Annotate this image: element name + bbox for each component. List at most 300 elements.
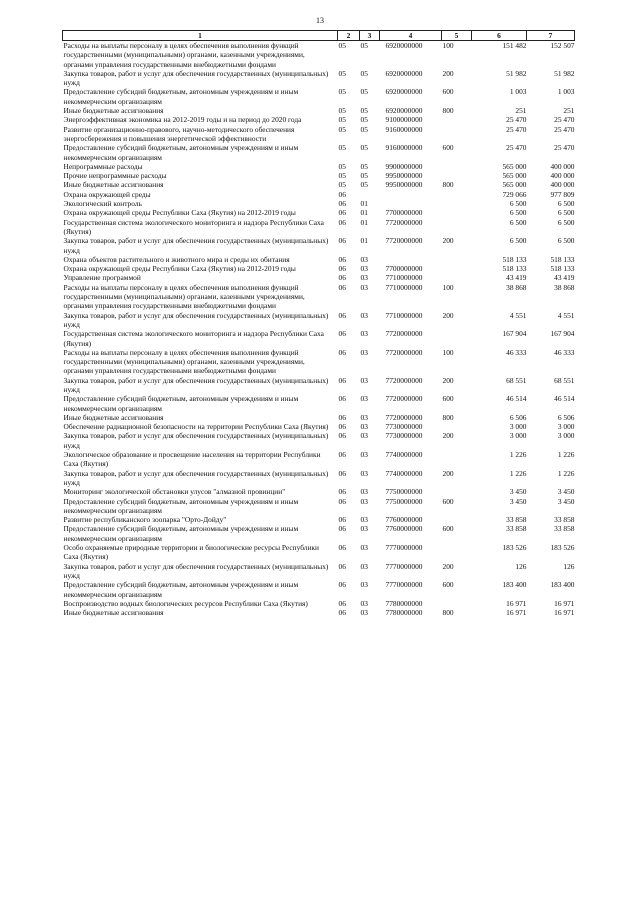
target-article-cell: 6920000000 [385, 106, 423, 116]
expense-name-cell: Иные бюджетные ассигнования [63, 106, 164, 116]
amount-year2-cell: 518 133 [550, 254, 575, 264]
target-article-cell: 7720000000 [385, 394, 423, 404]
expense-name-cell: Иные бюджетные ассигнования [63, 412, 164, 422]
expense-name-cell: Воспроизводство водных биологических ресурсов Республики Саха (Якутия) [63, 598, 308, 608]
section-code-cell: 06 [338, 310, 346, 320]
section-code-cell: 05 [338, 106, 346, 116]
amount-year2-cell: 126 [563, 561, 575, 571]
table-row [63, 162, 575, 171]
target-article-cell [380, 255, 442, 264]
amount-year1-cell: 6 500 [509, 217, 527, 227]
section-code-cell: 06 [338, 394, 346, 404]
table-row [63, 413, 575, 422]
section-code-cell: 06 [338, 496, 346, 506]
subsection-code-cell: 03 [360, 264, 368, 274]
column-header: 5 [442, 31, 472, 41]
amount-year1-cell: 565 000 [502, 180, 527, 190]
section-code-cell: 06 [338, 236, 346, 246]
section-code-cell: 05 [338, 161, 346, 171]
amount-year2-cell: 1 226 [557, 450, 575, 460]
target-article-cell [380, 190, 442, 199]
amount-year2-cell: 6 506 [557, 412, 575, 422]
expense-name-cell: Закупка товаров, работ и услуг для обеспечения государственных (муниципальных) нужд [63, 431, 329, 450]
target-article-cell: 9160000000 [385, 124, 423, 134]
section-code-cell: 05 [338, 180, 346, 190]
table-row [63, 608, 575, 617]
section-code-cell: 06 [338, 264, 346, 274]
expense-name-cell: Закупка товаров, работ и услуг для обеспечения государственных (муниципальных) нужд [63, 68, 329, 88]
expense-name-cell: Государственная система экологического мониторинга и надзора Республики Саха (Якутия) [63, 217, 324, 236]
subsection-code-cell: 03 [360, 496, 368, 506]
subsection-code-cell: 03 [360, 412, 368, 422]
expense-type-cell [442, 329, 472, 348]
amount-year1-cell: 46 514 [506, 394, 527, 404]
expense-type-cell: 200 [442, 310, 454, 320]
expense-type-cell: 200 [442, 468, 454, 478]
table-row [63, 255, 575, 264]
section-code-cell: 06 [338, 450, 346, 460]
amount-year1-cell: 6 506 [509, 412, 527, 422]
expense-type-cell: 800 [442, 180, 454, 190]
amount-year1-cell: 518 133 [502, 254, 527, 264]
column-header: 7 [527, 31, 575, 41]
table-row [63, 125, 575, 144]
target-article-cell: 7720000000 [385, 347, 423, 357]
section-code-cell: 06 [338, 217, 346, 227]
expense-name-cell: Иные бюджетные ассигнования [63, 608, 164, 618]
amount-year1-cell: 3 000 [509, 422, 527, 432]
section-code-cell: 06 [338, 431, 346, 441]
table-row [63, 199, 575, 208]
amount-year2-cell: 400 000 [550, 180, 575, 190]
amount-year1-cell: 25 470 [506, 124, 527, 134]
expense-name-cell: Охрана объектов растительного и животного мира и среды их обитания [63, 254, 290, 264]
amount-year1-cell: 151 482 [502, 41, 527, 50]
subsection-code-cell: 05 [360, 180, 368, 190]
amount-year2-cell: 1 003 [557, 87, 575, 97]
subsection-code-cell: 03 [360, 450, 368, 460]
amount-year1-cell: 3 000 [509, 431, 527, 441]
expense-name-cell: Мониторинг экологической обстановки улусов "алмазной провинции" [63, 487, 286, 497]
section-code-cell: 06 [338, 254, 346, 264]
target-article-cell: 7730000000 [385, 431, 423, 441]
expense-name-cell: Иные бюджетные ассигнования [63, 180, 164, 190]
expense-type-cell: 600 [442, 524, 454, 534]
amount-year2-cell: 977 809 [550, 189, 575, 199]
subsection-code-cell: 03 [360, 310, 368, 320]
expense-type-cell [442, 162, 472, 171]
target-article-cell: 7740000000 [385, 468, 423, 478]
subsection-code-cell: 03 [360, 329, 368, 339]
section-code-cell: 05 [338, 115, 346, 125]
section-code-cell: 06 [338, 189, 346, 199]
table-row [63, 218, 575, 237]
target-article-cell: 7730000000 [385, 422, 423, 432]
table-row [63, 208, 575, 217]
expense-type-cell: 600 [442, 580, 454, 590]
expense-type-cell [442, 125, 472, 144]
amount-year2-cell: 25 470 [554, 124, 575, 134]
target-article-cell: 7700000000 [385, 208, 423, 218]
amount-year2-cell: 3 000 [557, 422, 575, 432]
expense-name-cell: Закупка товаров, работ и услуг для обеспечения государственных (муниципальных) нужд [63, 468, 329, 487]
subsection-code-cell: 03 [360, 375, 368, 385]
target-article-cell: 7710000000 [385, 282, 423, 292]
expense-name-cell: Непрограммные расходы [63, 161, 143, 171]
subsection-code-cell: 01 [360, 199, 368, 209]
subsection-code-cell: 05 [360, 106, 368, 116]
amount-year2-cell: 1 226 [557, 468, 575, 478]
subsection-code-cell: 03 [360, 468, 368, 478]
expense-name-cell: Расходы на выплаты персоналу в целях обеспечения выполнения функций государственными (муниципальными) органами, казенными учреждениями, органами управления государственными внебюджетными фондами [63, 347, 305, 376]
table-row [63, 515, 575, 524]
table-row [63, 190, 575, 199]
subsection-code-cell: 03 [360, 422, 368, 432]
expense-name-cell: Развитие организационно-правового, научно-методического обеспечения энергосбережения и повышения энергетической эффективности [63, 124, 295, 143]
section-code-cell: 06 [338, 543, 346, 553]
target-article-cell: 7760000000 [385, 515, 423, 525]
expense-type-cell: 200 [442, 236, 454, 246]
target-article-cell [380, 199, 442, 208]
table-row [63, 283, 575, 311]
subsection-code-cell: 03 [360, 347, 368, 357]
expense-type-cell [442, 264, 472, 273]
expense-name-cell: Закупка товаров, работ и услуг для обеспечения государственных (муниципальных) нужд [63, 375, 329, 394]
amount-year1-cell: 518 133 [502, 264, 527, 274]
column-header: 1 [63, 31, 338, 41]
amount-year2-cell: 6 500 [557, 236, 575, 246]
expense-name-cell: Прочие непрограммные расходы [63, 171, 167, 181]
expense-name-cell: Охрана окружающей среды Республики Саха (Якутия) на 2012-2019 годы [63, 208, 296, 218]
target-article-cell: 7710000000 [385, 310, 423, 320]
table-row [63, 69, 575, 88]
subsection-code-cell: 03 [360, 431, 368, 441]
target-article-cell: 7720000000 [385, 412, 423, 422]
table-row [63, 106, 575, 115]
subsection-code-cell: 05 [360, 68, 368, 78]
target-article-cell: 9950000000 [385, 180, 423, 190]
target-article-cell: 7780000000 [385, 608, 423, 618]
expense-type-cell [442, 218, 472, 237]
subsection-code-cell: 05 [360, 143, 368, 153]
amount-year2-cell: 152 507 [550, 41, 575, 50]
table-row [63, 41, 575, 69]
subsection-code-cell: 03 [360, 561, 368, 571]
expense-name-cell: Закупка товаров, работ и услуг для обеспечения государственных (муниципальных) нужд [63, 561, 329, 580]
amount-year1-cell: 183 526 [502, 543, 527, 553]
column-header: 3 [360, 31, 380, 41]
target-article-cell: 9950000000 [385, 171, 423, 181]
amount-year2-cell: 16 971 [554, 608, 575, 618]
table-row [63, 264, 575, 273]
amount-year2-cell: 51 982 [554, 68, 575, 78]
target-article-cell: 7770000000 [385, 561, 423, 571]
section-code-cell: 06 [338, 375, 346, 385]
subsection-code-cell: 01 [360, 217, 368, 227]
table-row [63, 497, 575, 516]
expense-type-cell: 100 [442, 282, 454, 292]
amount-year2-cell: 183 526 [550, 543, 575, 553]
amount-year2-cell: 43 419 [554, 273, 575, 283]
subsection-code-cell: 05 [360, 171, 368, 181]
expense-name-cell: Экологический контроль [63, 199, 142, 209]
amount-year2-cell: 167 904 [550, 329, 575, 339]
amount-year1-cell: 3 450 [509, 487, 527, 497]
subsection-code-cell: 03 [360, 487, 368, 497]
amount-year2-cell: 6 500 [557, 199, 575, 209]
expense-type-cell [442, 115, 472, 124]
target-article-cell: 6920000000 [385, 41, 423, 50]
amount-year1-cell: 46 333 [506, 347, 527, 357]
target-article-cell: 7740000000 [385, 450, 423, 460]
amount-year2-cell: 3 450 [557, 487, 575, 497]
expense-type-cell [442, 487, 472, 496]
target-article-cell: 7760000000 [385, 524, 423, 534]
table-row [63, 329, 575, 348]
amount-year2-cell: 25 470 [554, 115, 575, 125]
section-code-cell: 06 [338, 208, 346, 218]
expense-name-cell: Предоставление субсидий бюджетным, автономным учреждениям и иным некоммерческим организациям [63, 87, 299, 106]
table-row [63, 394, 575, 413]
amount-year1-cell: 16 971 [506, 608, 527, 618]
amount-year1-cell: 68 551 [506, 375, 527, 385]
expense-type-cell [442, 255, 472, 264]
amount-year2-cell: 33 858 [554, 515, 575, 525]
expense-type-cell [442, 273, 472, 282]
amount-year1-cell: 33 858 [506, 515, 527, 525]
subsection-code-cell: 03 [360, 580, 368, 590]
table-row [63, 143, 575, 162]
amount-year1-cell: 729 066 [502, 189, 527, 199]
expense-name-cell: Особо охраняемые природные территории и биологические ресурсы Республики Саха (Якутия) [63, 543, 319, 562]
expense-type-cell [442, 450, 472, 469]
column-header: 2 [338, 31, 360, 41]
section-code-cell: 06 [338, 412, 346, 422]
amount-year1-cell: 43 419 [506, 273, 527, 283]
subsection-code-cell: 03 [360, 608, 368, 618]
subsection-code-cell: 03 [360, 282, 368, 292]
amount-year2-cell: 400 000 [550, 161, 575, 171]
target-article-cell: 6920000000 [385, 87, 423, 97]
expense-name-cell: Расходы на выплаты персоналу в целях обеспечения выполнения функций государственными (муниципальными) органами, казенными учреждениями, органами управления государственными внебюджетными фондами [63, 41, 305, 69]
expense-type-cell: 200 [442, 561, 454, 571]
amount-year1-cell: 33 858 [506, 524, 527, 534]
table-row [63, 236, 575, 255]
subsection-code-cell: 05 [360, 124, 368, 134]
amount-year2-cell: 3 450 [557, 496, 575, 506]
amount-year1-cell: 565 000 [502, 161, 527, 171]
target-article-cell: 7770000000 [385, 543, 423, 553]
expense-type-cell [442, 208, 472, 217]
amount-year1-cell: 25 470 [506, 143, 527, 153]
expense-type-cell [442, 543, 472, 562]
subsection-code-cell: 05 [360, 87, 368, 97]
page-number: 13 [316, 16, 324, 25]
section-code-cell: 06 [338, 468, 346, 478]
amount-year2-cell: 68 551 [554, 375, 575, 385]
expense-name-cell: Предоставление субсидий бюджетным, автономным учреждениям и иным некоммерческим организациям [63, 524, 299, 543]
subsection-code-cell: 03 [360, 543, 368, 553]
expense-type-cell [442, 515, 472, 524]
table-row [63, 599, 575, 608]
amount-year2-cell: 25 470 [554, 143, 575, 153]
target-article-cell: 7720000000 [385, 375, 423, 385]
section-code-cell: 06 [338, 608, 346, 618]
amount-year1-cell: 565 000 [502, 171, 527, 181]
amount-year2-cell: 46 514 [554, 394, 575, 404]
subsection-code-cell: 03 [360, 598, 368, 608]
table-row [63, 115, 575, 124]
amount-year1-cell: 183 400 [502, 580, 527, 590]
amount-year1-cell: 1 226 [509, 468, 527, 478]
amount-year2-cell: 251 [563, 106, 575, 116]
expense-name-cell: Управление программой [63, 273, 141, 283]
amount-year1-cell: 6 500 [509, 199, 527, 209]
section-code-cell: 06 [338, 561, 346, 571]
target-article-cell: 7720000000 [385, 329, 423, 339]
amount-year1-cell: 1 226 [509, 450, 527, 460]
expense-type-cell: 800 [442, 412, 454, 422]
section-code-cell: 05 [338, 171, 346, 181]
target-article-cell: 7720000000 [385, 217, 423, 227]
section-code-cell: 06 [338, 282, 346, 292]
amount-year1-cell: 1 003 [509, 87, 527, 97]
section-code-cell: 06 [338, 329, 346, 339]
subsection-code-cell: 01 [360, 236, 368, 246]
header-row [63, 31, 575, 41]
section-code-cell: 05 [338, 68, 346, 78]
amount-year2-cell: 400 000 [550, 171, 575, 181]
column-header: 4 [380, 31, 442, 41]
table-row [63, 524, 575, 543]
budget-table [62, 30, 575, 617]
target-article-cell: 7780000000 [385, 598, 423, 608]
amount-year1-cell: 16 971 [506, 598, 527, 608]
expense-type-cell: 100 [442, 347, 454, 357]
amount-year2-cell: 183 400 [550, 580, 575, 590]
expense-type-cell [442, 422, 472, 431]
amount-year1-cell: 38 868 [506, 282, 527, 292]
table-row [63, 273, 575, 282]
amount-year1-cell: 251 [515, 106, 527, 116]
section-code-cell: 05 [338, 41, 346, 50]
expense-type-cell: 600 [442, 394, 454, 404]
subsection-code-cell: 03 [360, 254, 368, 264]
expense-name-cell: Закупка товаров, работ и услуг для обеспечения государственных (муниципальных) нужд [63, 310, 329, 329]
amount-year2-cell: 518 133 [550, 264, 575, 274]
expense-type-cell: 600 [442, 496, 454, 506]
expense-type-cell: 800 [442, 106, 454, 116]
subsection-code-cell: 03 [360, 524, 368, 534]
section-code-cell: 06 [338, 524, 346, 534]
expense-name-cell: Предоставление субсидий бюджетным, автономным учреждениям и иным некоммерческим организациям [63, 496, 299, 515]
target-article-cell: 7700000000 [385, 264, 423, 274]
expense-name-cell: Предоставление субсидий бюджетным, автономным учреждениям и иным некоммерческим организациям [63, 394, 299, 413]
amount-year1-cell: 25 470 [506, 115, 527, 125]
expense-type-cell: 200 [442, 68, 454, 78]
table-row [63, 87, 575, 106]
expense-name-cell: Закупка товаров, работ и услуг для обеспечения государственных (муниципальных) нужд [63, 236, 329, 255]
table-row [63, 348, 575, 376]
expense-type-cell: 800 [442, 608, 454, 618]
target-article-cell: 7710000000 [385, 273, 423, 283]
expense-name-cell: Расходы на выплаты персоналу в целях обеспечения выполнения функций государственными (муниципальными) органами, казенными учреждениями, органами управления государственными внебюджетными фондами [63, 282, 305, 311]
target-article-cell: 6920000000 [385, 68, 423, 78]
amount-year2-cell: 16 971 [554, 598, 575, 608]
table-row [63, 171, 575, 180]
section-code-cell: 06 [338, 515, 346, 525]
subsection-code-cell: 01 [360, 208, 368, 218]
expense-name-cell: Экологическое образование и просвещение населения на территории Республики Саха (Якутия) [63, 450, 321, 469]
expense-type-cell: 600 [442, 143, 454, 153]
expense-type-cell: 100 [442, 41, 454, 50]
amount-year2-cell: 3 000 [557, 431, 575, 441]
expense-type-cell [442, 199, 472, 208]
expense-type-cell [442, 599, 472, 608]
expense-name-cell: Охрана окружающей среды [63, 189, 151, 199]
expense-name-cell: Энергоэффективная экономика на 2012-2019 годы и на период до 2020 года [63, 115, 302, 125]
table-row [63, 180, 575, 189]
subsection-code-cell: 05 [360, 41, 368, 50]
section-code-cell: 06 [338, 199, 346, 209]
expense-name-cell: Развитие республиканского зоопарка "Орто-Дойду" [63, 515, 227, 525]
expense-type-cell [442, 171, 472, 180]
amount-year1-cell: 167 904 [502, 329, 527, 339]
section-code-cell: 06 [338, 347, 346, 357]
expense-name-cell: Государственная система экологического мониторинга и надзора Республики Саха (Якутия) [63, 329, 324, 348]
target-article-cell: 9900000000 [385, 161, 423, 171]
expense-name-cell: Обеспечение радиационной безопасности на территории Республики Саха (Якутия) [63, 422, 329, 432]
amount-year1-cell: 6 500 [509, 236, 527, 246]
subsection-code-cell: 05 [360, 161, 368, 171]
table-row [63, 580, 575, 599]
table-row [63, 311, 575, 330]
section-code-cell: 06 [338, 598, 346, 608]
expense-type-cell: 600 [442, 87, 454, 97]
amount-year2-cell: 38 868 [554, 282, 575, 292]
amount-year1-cell: 6 500 [509, 208, 527, 218]
section-code-cell: 06 [338, 487, 346, 497]
target-article-cell: 7720000000 [385, 236, 423, 246]
target-article-cell: 7770000000 [385, 580, 423, 590]
section-code-cell: 06 [338, 422, 346, 432]
expense-name-cell: Предоставление субсидий бюджетным, автономным учреждениям и иным некоммерческим организациям [63, 580, 299, 599]
target-article-cell: 9100000000 [385, 115, 423, 125]
amount-year2-cell: 4 551 [557, 310, 575, 320]
subsection-code-cell [360, 190, 380, 199]
section-code-cell: 06 [338, 273, 346, 283]
expense-type-cell [442, 190, 472, 199]
section-code-cell: 06 [338, 580, 346, 590]
expense-type-cell: 200 [442, 431, 454, 441]
table-row [63, 450, 575, 469]
amount-year2-cell: 46 333 [554, 347, 575, 357]
subsection-code-cell: 03 [360, 394, 368, 404]
expense-name-cell: Предоставление субсидий бюджетным, автономным учреждениям и иным некоммерческим организациям [63, 143, 299, 162]
amount-year2-cell: 33 858 [554, 524, 575, 534]
expense-name-cell: Охрана окружающей среды Республики Саха (Якутия) на 2012-2019 годы [63, 264, 296, 274]
amount-year2-cell: 6 500 [557, 208, 575, 218]
subsection-code-cell: 03 [360, 515, 368, 525]
amount-year1-cell: 126 [515, 561, 527, 571]
table-row [63, 376, 575, 395]
target-article-cell: 7750000000 [385, 487, 423, 497]
subsection-code-cell: 05 [360, 115, 368, 125]
section-code-cell: 05 [338, 143, 346, 153]
table-row [63, 431, 575, 450]
column-header: 6 [472, 31, 527, 41]
amount-year1-cell: 3 450 [509, 496, 527, 506]
